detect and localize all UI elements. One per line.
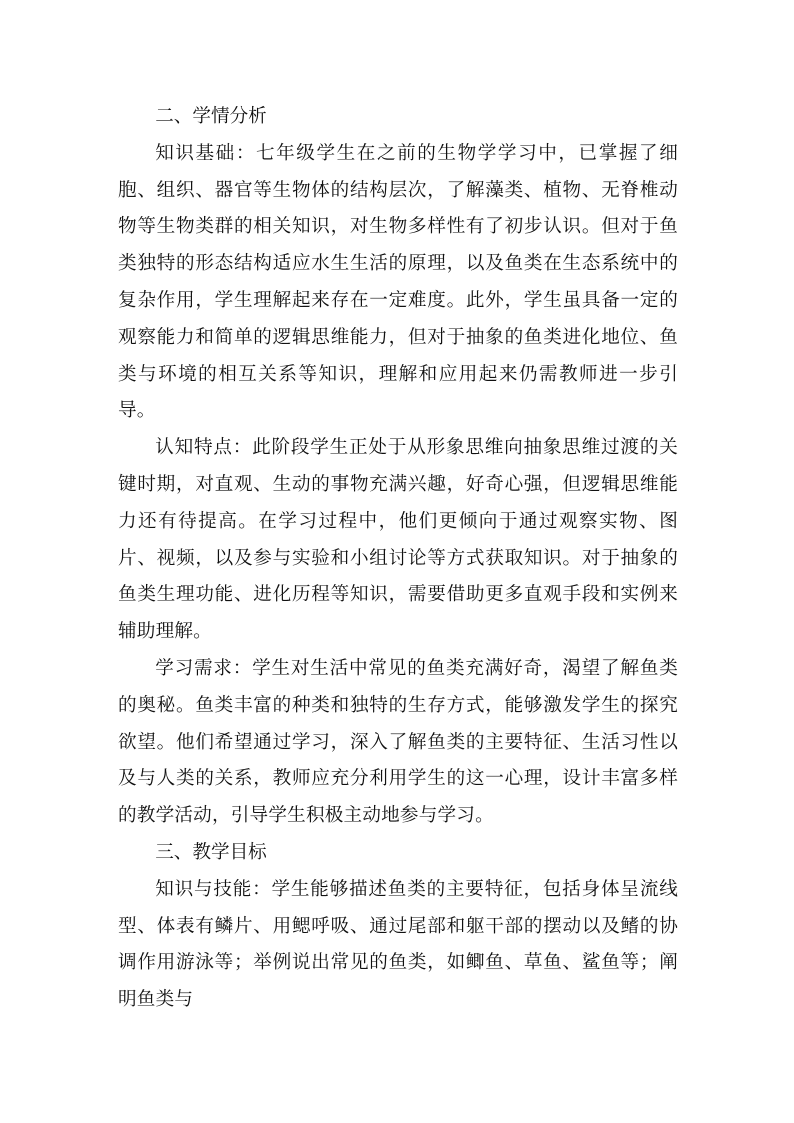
- paragraph-knowledge-basis: 知识基础：七年级学生在之前的生物学学习中，已掌握了细胞、组织、器官等生物体的结构层次，了解藻类、植物、无脊椎动物等生物类群的相关知识，对生物多样性有了初步认识。但对于鱼类独特的形态结构适应水生生活的原理，以及鱼类在生态系统中的复杂作用，学生理解起来存在一定难度。此外，学生虽具备一定的观察能力和简单的逻辑思维能力，但对于抽象的鱼类进化地位、鱼类与环境的相互关系等知识，理解和应用起来仍需教师进一步引导。: [118, 142, 678, 422]
- paragraph-learning-needs: 学习需求：学生对生活中常见的鱼类充满好奇，渴望了解鱼类的奥秘。鱼类丰富的种类和独特的生存方式，能够激发学生的探究欲望。他们希望通过学习，深入了解鱼类的主要特征、生活习性以及与人类的关系，教师应充分利用学生的这一心理，设计丰富多样的教学活动，引导学生积极主动地参与学习。: [118, 657, 678, 827]
- section-heading-learning-analysis: 二、学情分析: [155, 106, 267, 127]
- paragraph-knowledge-skills: 知识与技能：学生能够描述鱼类的主要特征，包括身体呈流线型、体表有鳞片、用鳃呼吸、通过尾部和躯干部的摆动以及鳍的协调作用游泳等；举例说出常见的鱼类，如鲫鱼、草鱼、鲨鱼等；阐明鱼类与: [118, 878, 678, 1011]
- paragraph-cognitive-traits: 认知特点：此阶段学生正处于从形象思维向抽象思维过渡的关键时期，对直观、生动的事物充满兴趣，好奇心强，但逻辑思维能力还有待提高。在学习过程中，他们更倾向于通过观察实物、图片、视频，以及参与实验和小组讨论等方式获取知识。对于抽象的鱼类生理功能、进化历程等知识，需要借助更多直观手段和实例来辅助理解。: [118, 437, 678, 643]
- section-heading-teaching-goals: 三、教学目标: [155, 841, 267, 863]
- document-page: [118, 99, 678, 1019]
